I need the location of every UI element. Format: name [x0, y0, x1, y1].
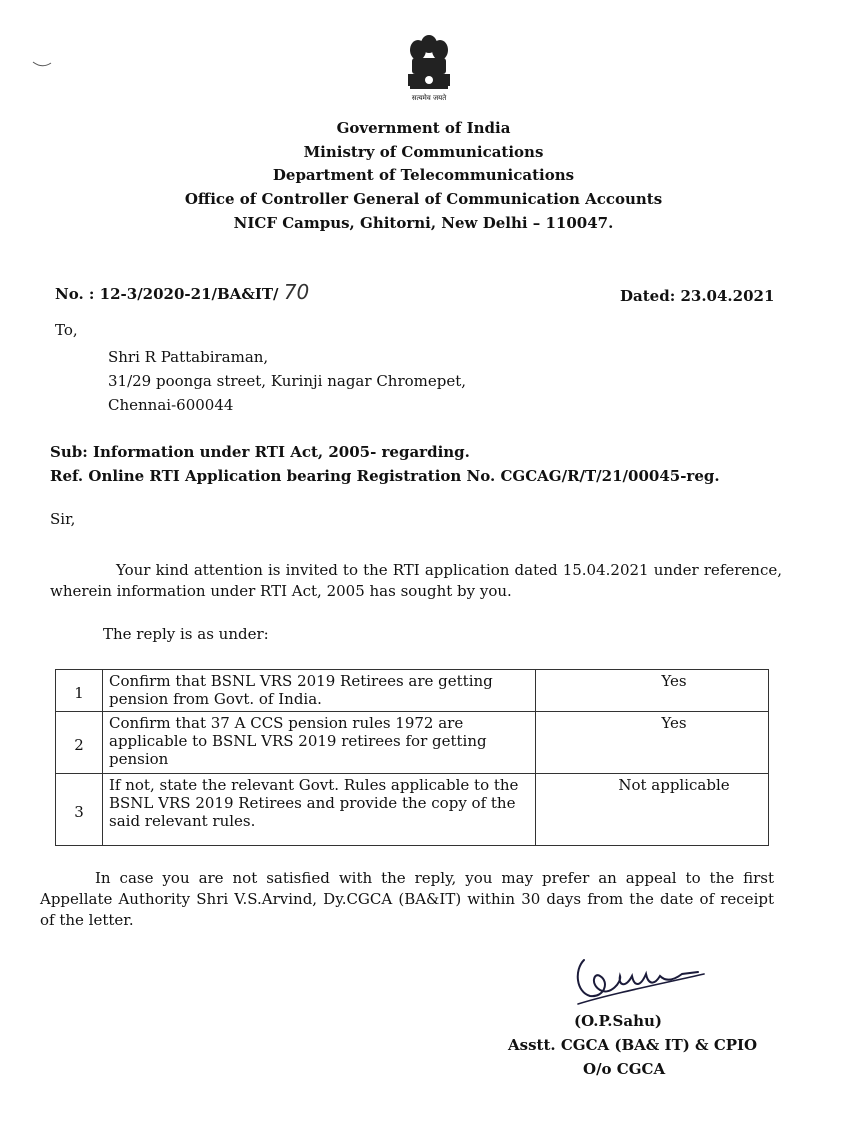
reply-intro: The reply is as under: [103, 625, 269, 643]
recipient-street: 31/29 poonga street, Kurinji nagar Chromepet, [108, 372, 467, 390]
handwritten-signature [570, 952, 710, 1010]
reply-table [55, 669, 769, 846]
row-answer: Yes [536, 670, 769, 712]
row-question: Confirm that BSNL VRS 2019 Retirees are getting pension from Govt. of India. [103, 670, 536, 712]
reference-number-label: No. : 12-3/2020-21/BA&IT/ [55, 285, 279, 303]
row-number: 2 [56, 712, 103, 774]
header-office: Office of Controller General of Communication Accounts [184, 190, 663, 208]
scan-mark [32, 60, 52, 68]
recipient-name: Shri R Pattabiraman, [108, 348, 269, 366]
body-paragraph-1: Your kind attention is invited to the RTI application dated 15.04.2021 under reference, wherein information under RTI Act, 2005 has sought by you. [50, 561, 782, 600]
table-row [56, 712, 769, 774]
recipient-city: Chennai-600044 [108, 396, 234, 414]
row-question: Confirm that 37 A CCS pension rules 1972 are applicable to BSNL VRS 2019 retirees for getting pension [103, 712, 536, 774]
subject-line: Sub: Information under RTI Act, 2005- regarding. [50, 443, 470, 461]
signatory-designation: Asstt. CGCA (BA& IT) & CPIO [508, 1036, 758, 1054]
row-answer: Not applicable [536, 774, 769, 846]
header-address: NICF Campus, Ghitorni, New Delhi – 110047. [233, 214, 614, 232]
header-ministry: Ministry of Communications [303, 143, 544, 161]
table-row [56, 774, 769, 846]
body-paragraph-appeal: In case you are not satisfied with the reply, you may prefer an appeal to the first Appellate Authority Shri V.S.Arvind, Dy.CGCA (BA&IT) within 30 days from the date of receipt of the letter. [40, 869, 774, 929]
reference-number [55, 280, 309, 304]
header-government: Government of India [336, 119, 511, 137]
letter-date: Dated: 23.04.2021 [620, 287, 775, 305]
emblem-caption: सत्यमेव जयते [411, 94, 447, 102]
reference-number-handwritten: 70 [283, 280, 310, 304]
salutation: Sir, [50, 510, 76, 528]
reference-line: Ref. Online RTI Application bearing Registration No. CGCAG/R/T/21/00045-reg. [50, 467, 720, 485]
row-number: 3 [56, 774, 103, 846]
signatory-office: O/o CGCA [583, 1060, 666, 1078]
row-answer: Yes [536, 712, 769, 774]
row-question: If not, state the relevant Govt. Rules applicable to the BSNL VRS 2019 Retirees and provide the copy of the said relevant rules. [103, 774, 536, 846]
header-department: Department of Telecommunications [272, 166, 575, 184]
table-row [56, 670, 769, 712]
national-emblem [398, 30, 460, 110]
to-label: To, [55, 321, 78, 339]
signatory-name: (O.P.Sahu) [574, 1012, 662, 1030]
row-number: 1 [56, 670, 103, 712]
